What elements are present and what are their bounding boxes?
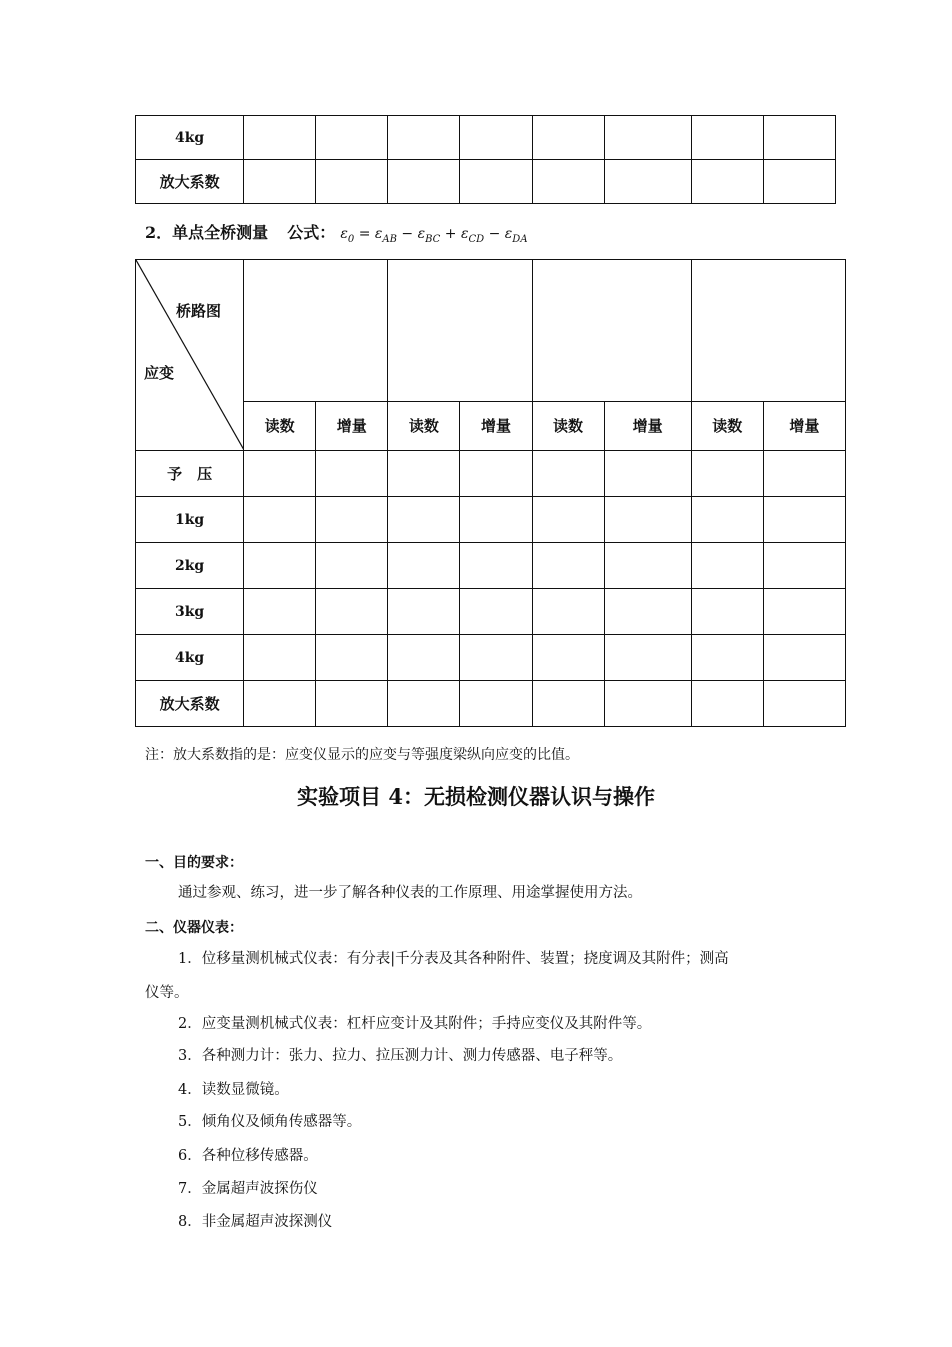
table-cell xyxy=(244,681,316,727)
table-cell xyxy=(388,497,460,543)
row-label: 1kg xyxy=(136,497,244,543)
table-cell xyxy=(763,451,845,497)
project-title: 实验项目 4：无损检测仪器认识与操作 xyxy=(297,784,655,809)
bridge-diagram-cell xyxy=(244,260,388,402)
subheader-increment: 增量 xyxy=(763,401,845,450)
full-bridge-table xyxy=(135,259,846,727)
table-cell xyxy=(388,451,460,497)
table-cell xyxy=(316,543,388,589)
table-cell xyxy=(604,116,691,160)
table-cell xyxy=(532,451,604,497)
purpose-text: 通过参观、练习，进一步了解各种仪表的工作原理、用途掌握使用方法。 xyxy=(178,885,642,901)
table-cell xyxy=(691,497,763,543)
table-cell xyxy=(691,116,763,160)
table-cell xyxy=(604,451,691,497)
table-cell xyxy=(604,635,691,681)
section-2-heading: 2．单点全桥测量 xyxy=(145,223,269,242)
table-cell xyxy=(763,635,845,681)
list-item: 5．倾角仪及倾角传感器等。 xyxy=(178,1114,362,1130)
purpose-heading: 一、目的要求： xyxy=(145,855,243,871)
table-cell xyxy=(244,116,316,160)
subheader-reading: 读数 xyxy=(532,401,604,450)
row-label: 4kg xyxy=(136,116,244,160)
table-cell xyxy=(460,635,532,681)
formula-sub: CD xyxy=(468,233,485,245)
table-cell xyxy=(532,543,604,589)
bridge-diagram-cell xyxy=(388,260,532,402)
subheader-increment: 增量 xyxy=(316,401,388,450)
subheader-reading: 读数 xyxy=(388,401,460,450)
row-label: 放大系数 xyxy=(136,160,244,204)
table-row xyxy=(136,681,846,727)
row-label: 2kg xyxy=(136,543,244,589)
table-cell xyxy=(763,497,845,543)
table-cell xyxy=(460,543,532,589)
list-item: 1．位移量测机械式仪表：有分表|千分表及其各种附件、装置；挠度调及其附件；测高 xyxy=(178,951,729,967)
table-cell xyxy=(388,160,460,204)
list-item: 仪等。 xyxy=(145,985,189,1001)
table-cell xyxy=(316,451,388,497)
table-top-fragment xyxy=(135,115,836,204)
diagonal-header-bottom: 应变 xyxy=(144,364,175,382)
table-cell xyxy=(691,160,763,204)
formula-sym: ε xyxy=(504,226,513,242)
table-cell xyxy=(388,589,460,635)
table-row xyxy=(136,116,836,160)
formula-sub: BC xyxy=(425,233,441,245)
table-cell xyxy=(460,681,532,727)
list-item: 2．应变量测机械式仪表：杠杆应变计及其附件；手持应变仪及其附件等。 xyxy=(178,1016,652,1032)
table-row xyxy=(136,451,846,497)
table-cell xyxy=(763,160,835,204)
formula-label: 公式： xyxy=(287,223,336,242)
table-cell xyxy=(532,116,604,160)
table-cell xyxy=(316,635,388,681)
list-item: 3．各种测力计：张力、拉力、拉压测力计、测力传感器、电子秤等。 xyxy=(178,1048,623,1064)
table-cell xyxy=(604,543,691,589)
table-cell xyxy=(532,681,604,727)
table-cell xyxy=(244,635,316,681)
table-cell xyxy=(388,543,460,589)
table-cell xyxy=(388,635,460,681)
subheader-increment: 增量 xyxy=(604,401,691,450)
table-cell xyxy=(691,635,763,681)
list-item: 4．读数显微镜。 xyxy=(178,1082,289,1098)
table-row xyxy=(136,543,846,589)
list-item: 8．非金属超声波探测仪 xyxy=(178,1214,333,1230)
formula-sign: − xyxy=(488,226,501,242)
table-cell xyxy=(460,497,532,543)
section-2-heading-line xyxy=(145,220,528,245)
formula-sign: + xyxy=(444,226,457,242)
formula-sub: AB xyxy=(382,233,397,245)
table-cell xyxy=(244,543,316,589)
table-cell xyxy=(388,681,460,727)
formula-lhs-sub: 0 xyxy=(347,233,355,245)
formula-sym: ε xyxy=(417,226,426,242)
table-cell xyxy=(691,589,763,635)
table-cell xyxy=(460,116,532,160)
table-cell xyxy=(316,681,388,727)
row-label: 3kg xyxy=(136,589,244,635)
table-cell xyxy=(316,497,388,543)
table-cell xyxy=(691,543,763,589)
formula-sign: − xyxy=(401,226,414,242)
formula-lhs: ε xyxy=(340,226,348,242)
table-cell xyxy=(532,497,604,543)
formula-sym: ε xyxy=(374,226,383,242)
table-cell xyxy=(316,589,388,635)
table-cell xyxy=(604,497,691,543)
table-cell xyxy=(604,681,691,727)
table-cell xyxy=(763,589,845,635)
table-cell xyxy=(460,589,532,635)
table-row xyxy=(136,497,846,543)
table-cell xyxy=(763,681,845,727)
row-label: 放大系数 xyxy=(136,681,244,727)
list-item: 6．各种位移传感器。 xyxy=(178,1148,318,1164)
table-cell xyxy=(763,116,835,160)
subheader-reading: 读数 xyxy=(691,401,763,450)
bridge-diagram-cell xyxy=(691,260,845,402)
table-cell xyxy=(460,160,532,204)
table-cell xyxy=(691,451,763,497)
diagonal-header-cell xyxy=(136,260,244,451)
table-cell xyxy=(244,451,316,497)
table-cell xyxy=(316,160,388,204)
subheader-reading: 读数 xyxy=(244,401,316,450)
table-cell xyxy=(763,543,845,589)
table-cell xyxy=(460,451,532,497)
table-cell xyxy=(604,589,691,635)
formula xyxy=(340,226,528,245)
row-label: 予 压 xyxy=(136,451,244,497)
table-cell xyxy=(388,116,460,160)
table-row xyxy=(136,160,836,204)
formula-sym: ε xyxy=(460,226,469,242)
formula-sub: DA xyxy=(512,233,528,245)
table-cell xyxy=(244,497,316,543)
table-cell xyxy=(244,589,316,635)
list-item: 7．金属超声波探伤仪 xyxy=(178,1181,318,1197)
formula-sign: = xyxy=(358,226,371,242)
table-cell xyxy=(532,160,604,204)
instruments-heading: 二、仪器仪表： xyxy=(145,920,243,936)
table-cell xyxy=(244,160,316,204)
diagonal-header-top: 桥路图 xyxy=(176,302,222,320)
table-cell xyxy=(532,635,604,681)
table-cell xyxy=(532,589,604,635)
table-row xyxy=(136,589,846,635)
table-cell xyxy=(316,116,388,160)
table-cell xyxy=(691,681,763,727)
note-text: 注：放大系数指的是：应变仪显示的应变与等强度梁纵向应变的比值。 xyxy=(145,747,579,763)
table-row xyxy=(136,635,846,681)
row-label: 4kg xyxy=(136,635,244,681)
table-cell xyxy=(604,160,691,204)
bridge-diagram-cell xyxy=(532,260,691,402)
diagonal-line xyxy=(136,260,244,450)
subheader-increment: 增量 xyxy=(460,401,532,450)
